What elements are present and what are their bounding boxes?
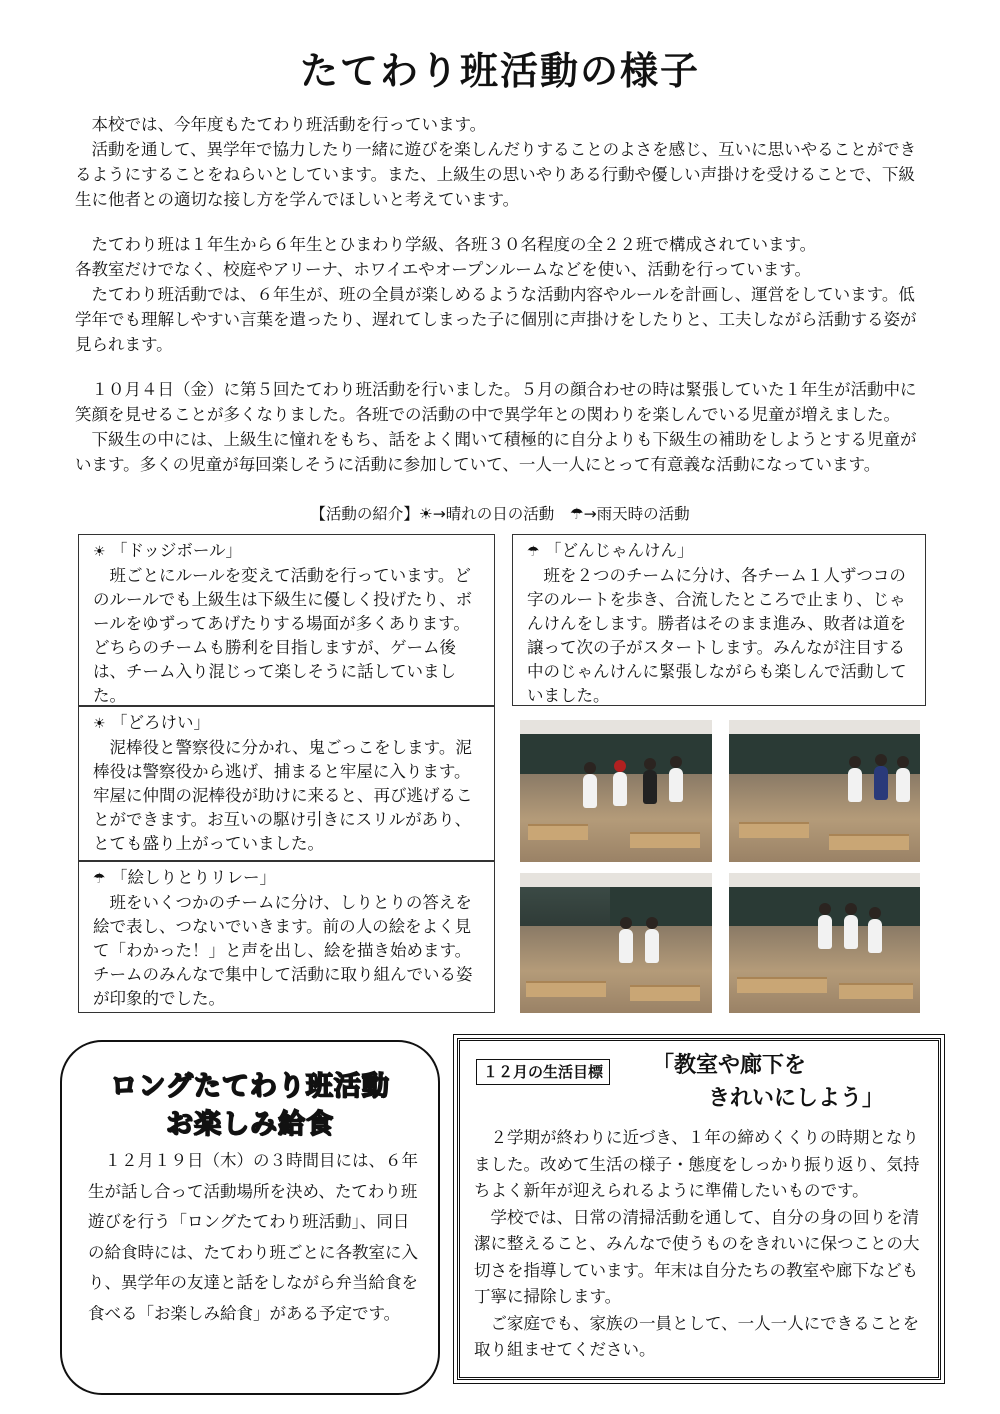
classroom-photo-2	[729, 720, 920, 862]
classroom-photo-1	[520, 720, 712, 862]
intro-paragraph: １０月４日（金）に第５回たてわり班活動を行いました。５月の顔合わせの時は緊張していた１年生が活動中に笑顔を見せることが多くなりました。各班での活動の中で異学年との関わりを楽しんでいる児童が増えました。	[75, 380, 917, 424]
activity-legend: 【活動の紹介】☀→晴れの日の活動 ☂→雨天時の活動	[310, 505, 690, 523]
life-goal-body	[474, 1125, 926, 1364]
activity-box-dodgeball	[78, 534, 495, 706]
umbrella-icon: ☂	[527, 544, 540, 560]
classroom-photo-3	[520, 873, 712, 1013]
activity-title: 「どんじゃんけん」	[545, 541, 694, 560]
long-event-subtitle: お楽しみ給食	[166, 1109, 334, 1140]
long-event-title: ロングたてわり班活動	[110, 1071, 390, 1102]
activity-description: 班を２つのチームに分け、各チーム１人ずつコの字のルートを歩き、合流したところで止まり、じゃんけんをします。勝者はそのまま進み、敗者は道を譲って次の子がスタートします。みんなが注目する中のじゃんけんに緊張しながらも楽しんで活動していました。	[527, 566, 907, 705]
life-goal-line: きれいにしよう」	[708, 1085, 885, 1111]
intro-paragraph: 各教室だけでなく、校庭やアリーナ、ホワイエやオープンルームなどを使い、活動を行っています。	[75, 260, 811, 279]
life-goal-paragraph: 学校では、日常の清掃活動を通して、自分の身の回りを清潔に整えること、みんなで使うものをきれいに保つことの大切さを指導しています。年末は自分たちの教室や廊下なども丁寧に掃除します。	[474, 1207, 920, 1306]
activity-title: 「ドッジボール」	[111, 541, 243, 560]
activity-title: 「どろけい」	[111, 713, 210, 732]
sun-icon: ☀	[93, 716, 106, 732]
activity-box-doroke	[78, 706, 495, 861]
intro-text	[75, 112, 930, 477]
activity-description: 班をいくつかのチームに分け、しりとりの答えを絵で表し、つないでいきます。前の人の絵をよく見て「わかった！」と声を出し、絵を描き始めます。チームのみんなで集中して活動に取り組んでいる姿が印象的でした。	[93, 893, 473, 1008]
intro-paragraph: たてわり班は１年生から６年生とひまわり学級、各班３０名程度の全２２班で構成されています。	[91, 235, 817, 254]
activity-description: 泥棒役と警察役に分かれ、鬼ごっこをします。泥棒役は警察役から逃げ、捕まると牢屋に入ります。牢屋に仲間の泥棒役が助けに来ると、再び逃げることができます。お互いの駆け引きにスリルがあり、とても盛り上がっていました。	[93, 738, 473, 853]
long-event-box	[60, 1040, 440, 1395]
intro-paragraph: たてわり班活動では、６年生が、班の全員が楽しめるような活動内容やルールを計画し、運営をしています。低学年でも理解しやすい言葉を遣ったり、遅れてしまった子に個別に声掛けをしたりと、工夫しながら活動する姿が見られます。	[75, 285, 917, 354]
intro-paragraph: 下級生の中には、上級生に憧れをもち、話をよく聞いて積極的に自分よりも下級生の補助をしようとする児童がいます。多くの児童が毎回楽しそうに活動に参加していて、一人一人にとって有意義な活動になっています。	[75, 430, 917, 474]
intro-paragraph: 本校では、今年度もたてわり班活動を行っています。	[91, 115, 487, 134]
intro-paragraph: 活動を通して、異学年で協力したり一緒に遊びを楽しんだりすることのよさを感じ、互いに思いやることができるようにすることをねらいとしています。また、上級生の思いやりある行動や優しい声掛けを受けることで、下級生に他者との適切な接し方を学んでほしいと考えています。	[75, 140, 917, 209]
activity-description: 班ごとにルールを変えて活動を行っています。どのルールでも上級生は下級生に優しく投げたり、ボールをゆずってあげたりする場面が多くあります。どちらのチームも勝利を目指しますが、ゲーム後は、チーム入り混じって楽しそうに話していました。	[93, 566, 473, 705]
page-title: たてわり班活動の様子	[299, 49, 700, 93]
activity-box-picture-shiritori	[78, 861, 495, 1013]
life-goal-box	[457, 1038, 941, 1380]
classroom-photo-4	[729, 873, 920, 1013]
activity-title: 「絵しりとりリレー」	[111, 868, 276, 887]
life-goal-line: 「教室や廊下を	[652, 1052, 807, 1078]
long-event-text: １２月１９日（木）の３時間目には、６年生が話し合って活動場所を決め、たてわり班遊びを行う「ロングたてわり班活動」、同日の給食時には、たてわり班ごとに各教室に入り、異学年の友達と話をしながら弁当給食を食べる「お楽しみ給食」がある予定です。	[88, 1151, 418, 1323]
life-goal-heading	[652, 1049, 884, 1115]
activity-box-donjanken	[512, 534, 926, 706]
umbrella-icon: ☂	[93, 871, 106, 887]
sun-icon: ☀	[93, 544, 106, 560]
life-goal-paragraph: ２学期が終わりに近づき、１年の締めくくりの時期となりました。改めて生活の様子・態度をしっかり振り返り、気持ちよく新年が迎えられるように準備したいものです。	[474, 1128, 920, 1200]
life-goal-paragraph: ご家庭でも、家族の一員として、一人一人にできることを取り組ませてください。	[474, 1313, 920, 1359]
life-goal-tag: １２月の生活目標	[476, 1059, 610, 1085]
